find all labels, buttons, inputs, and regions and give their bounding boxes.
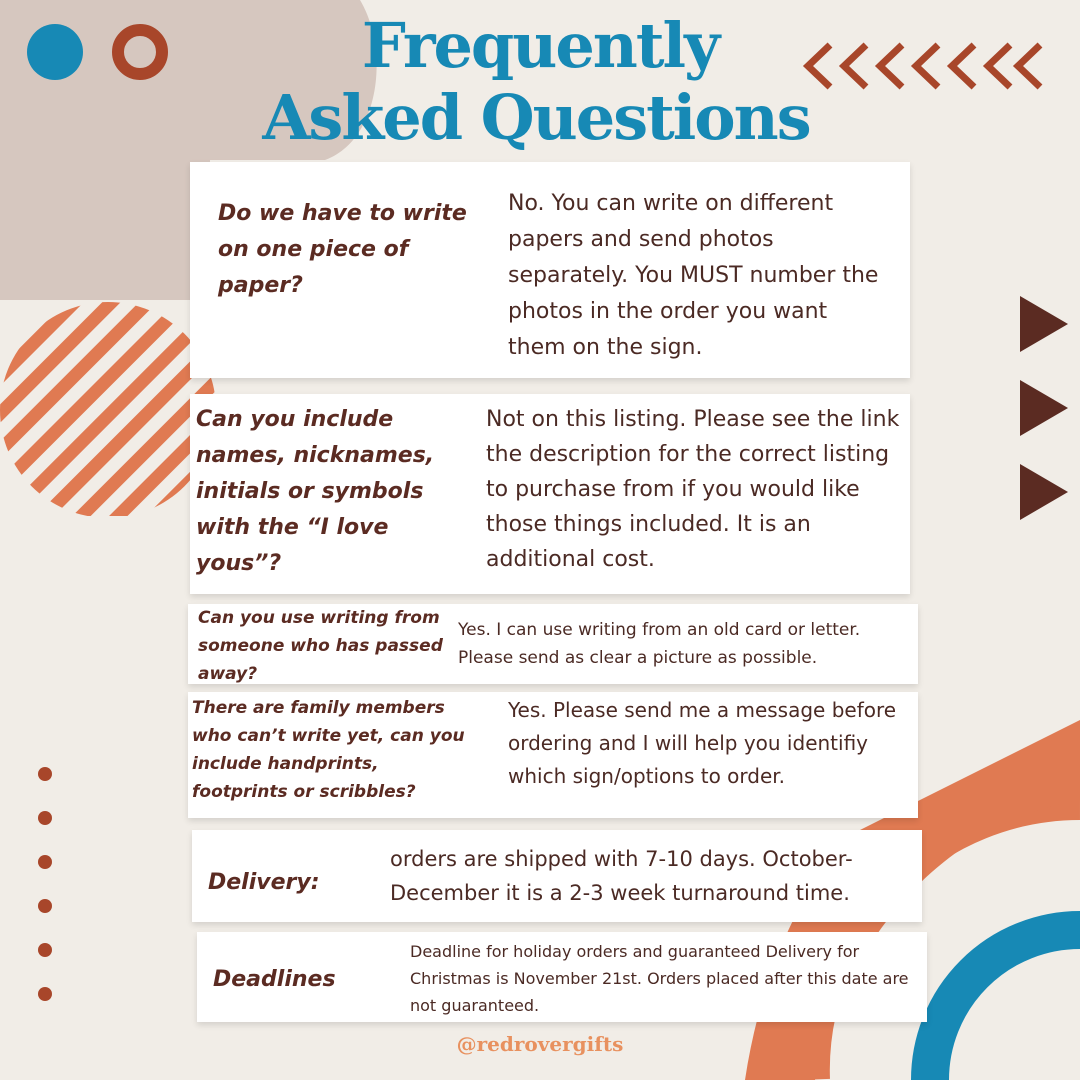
faq-card-6 — [197, 932, 927, 1022]
faq-card-3 — [188, 604, 918, 684]
faq-card-1 — [190, 162, 910, 378]
faq-answer: Not on this listing. Please see the link the description for the correct listing to purchase from if you would like those things included. It is an additional cost. — [486, 407, 900, 572]
faq-question: Can you use writing from someone who has passed away? — [198, 608, 443, 684]
social-handle: @redrovergifts — [456, 1032, 624, 1056]
teal-arc-shape — [930, 930, 1080, 1080]
play-triangle-icons — [1020, 296, 1068, 520]
faq-answer: Yes. I can use writing from an old card or letter. Please send as clear a picture as possible. — [458, 620, 861, 668]
page-title-line2: Asked Questions — [262, 81, 810, 154]
faq-question: Deadlines — [213, 967, 336, 992]
faq-answer: Deadline for holiday orders and guaranteed Delivery for Christmas is November 21st. Orders placed after this date are not guaranteed. — [410, 942, 909, 1015]
dot-column-shape — [38, 767, 52, 1001]
faq-answer: No. You can write on different papers and send photos separately. You MUST number the photos in the order you want them on the sign. — [508, 191, 879, 360]
faq-question: Delivery: — [208, 870, 320, 895]
page-title-line1: Frequently — [361, 9, 719, 82]
faq-answer: orders are shipped with 7-10 days. October-December it is a 2-3 week turnaround time. — [390, 847, 853, 905]
faq-question: There are family members who can’t write yet, can you include handprints, footprints or scribbles? — [192, 698, 465, 802]
faq-card-4 — [188, 692, 918, 818]
faq-card-5 — [192, 830, 922, 922]
faq-question: Do we have to write on one piece of paper? — [218, 201, 467, 298]
faq-card-2 — [190, 394, 910, 594]
faq-answer: Yes. Please send me a message before ordering and I will help you identifiy which sign/options to order. — [508, 698, 897, 788]
striped-circle-shape — [0, 300, 216, 516]
faq-question: Can you include names, nicknames, initials or symbols with the “I love yous”? — [196, 407, 435, 576]
